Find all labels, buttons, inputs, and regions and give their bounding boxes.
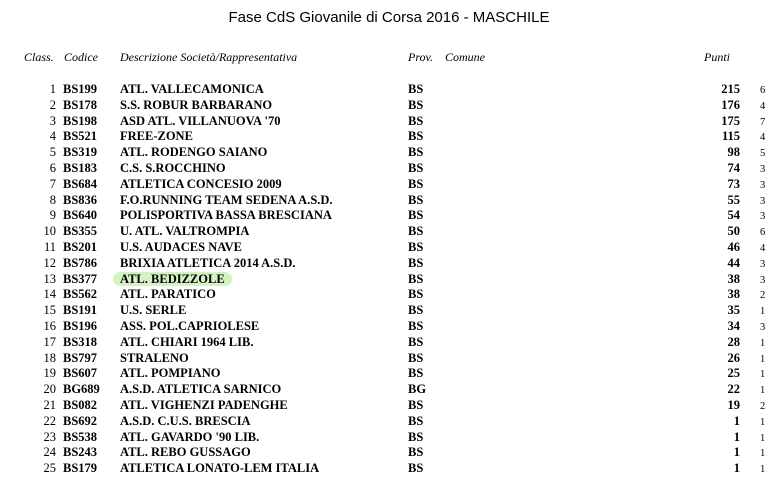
province-cell: BS — [408, 97, 424, 112]
province-cell: BS — [408, 366, 424, 381]
province-cell: BS — [408, 461, 424, 476]
rank-cell: 22 — [43, 413, 56, 428]
province-cell: BS — [408, 413, 424, 428]
society-name-cell: ATL. RODENGO SAIANO — [120, 145, 268, 160]
header-class: Class. — [24, 50, 54, 64]
province-cell: BS — [408, 319, 424, 333]
points-cell: 215 — [721, 82, 740, 96]
society-name-cell: F.O.RUNNING TEAM SEDENA A.S.D. — [120, 192, 333, 207]
table-row — [0, 414, 778, 429]
society-name-cell: ATL. POMPIANO — [120, 366, 221, 381]
rank-cell: 2 — [49, 97, 56, 112]
table-row — [0, 129, 778, 144]
society-name-cell: ASD ATL. VILLANUOVA '70 — [120, 113, 281, 128]
rank-cell: 16 — [43, 319, 56, 333]
rank-cell: 7 — [49, 176, 56, 191]
province-cell: BS — [408, 255, 424, 270]
province-cell: BS — [408, 224, 424, 239]
table-row — [0, 319, 778, 334]
rank-cell: 11 — [43, 240, 56, 254]
points-cell: 44 — [727, 255, 740, 270]
code-cell: BS521 — [63, 129, 98, 144]
count-cell: 1 — [760, 432, 766, 444]
rank-cell: 5 — [49, 145, 56, 160]
count-cell: 1 — [760, 416, 766, 428]
count-cell: 3 — [760, 322, 766, 333]
count-cell: 3 — [760, 164, 766, 175]
code-cell: BS562 — [63, 287, 98, 302]
province-cell: BS — [408, 334, 424, 349]
points-cell: 1 — [733, 445, 740, 460]
society-name-cell: STRALENO — [120, 350, 189, 365]
province-cell: BS — [408, 208, 424, 223]
society-name-cell: ATL. CHIARI 1964 LIB. — [120, 334, 254, 349]
code-cell: BS786 — [63, 255, 98, 270]
table-row — [0, 272, 778, 287]
table-row — [0, 193, 778, 208]
province-cell: BS — [408, 82, 424, 96]
province-cell: BS — [408, 240, 424, 254]
table-row — [0, 303, 778, 318]
code-cell: BS201 — [63, 240, 98, 254]
society-name-cell: POLISPORTIVA BASSA BRESCIANA — [120, 208, 332, 223]
table-row — [0, 82, 778, 97]
code-cell: BS684 — [63, 176, 98, 191]
table-row — [0, 177, 778, 192]
points-cell: 55 — [727, 192, 740, 207]
province-cell: BS — [408, 429, 424, 444]
rank-cell: 14 — [43, 287, 56, 302]
table-row — [0, 351, 778, 366]
rank-cell: 15 — [43, 303, 56, 318]
society-name-cell: S.S. ROBUR BARBARANO — [120, 97, 273, 112]
header-descrizione: Descrizione Società/Rappresentativa — [120, 50, 298, 64]
society-name-cell: A.S.D. C.U.S. BRESCIA — [120, 413, 251, 428]
points-cell: 1 — [733, 429, 740, 444]
rank-cell: 10 — [43, 224, 56, 239]
count-cell: 3 — [760, 274, 766, 286]
table-row — [0, 256, 778, 271]
count-cell: 3 — [760, 179, 766, 191]
count-cell: 6 — [760, 227, 766, 239]
table-row — [0, 461, 778, 476]
points-cell: 26 — [727, 350, 740, 365]
society-name-cell: A.S.D. ATLETICA SARNICO — [120, 382, 282, 397]
society-name-cell — [120, 272, 232, 287]
header-codice: Codice — [64, 50, 98, 64]
rank-cell: 21 — [43, 398, 56, 412]
points-cell: 1 — [733, 461, 740, 476]
count-cell: 6 — [760, 85, 766, 96]
rank-cell: 19 — [43, 366, 56, 381]
society-name-cell: ATLETICA LONATO-LEM ITALIA — [120, 461, 320, 476]
code-cell: BS318 — [63, 334, 98, 349]
points-cell: 176 — [721, 97, 740, 112]
code-cell: BS179 — [63, 461, 98, 476]
highlight-marker: ATL. BEDIZZOLE — [113, 272, 232, 286]
society-name-cell: ATL. VALLECAMONICA — [120, 82, 264, 96]
table-row — [0, 240, 778, 255]
rank-cell: 4 — [49, 129, 56, 144]
rank-cell: 9 — [49, 208, 56, 223]
code-cell: BS199 — [63, 82, 98, 96]
header-prov: Prov. — [408, 50, 433, 64]
count-cell: 1 — [760, 353, 766, 365]
code-cell: BS178 — [63, 97, 98, 112]
code-cell: BS836 — [63, 192, 98, 207]
table-row — [0, 430, 778, 445]
province-cell: BS — [408, 113, 424, 128]
province-cell: BS — [408, 271, 424, 286]
province-cell: BS — [408, 129, 424, 144]
code-cell: BS355 — [63, 224, 98, 239]
code-cell: BS377 — [63, 271, 98, 286]
rank-cell: 8 — [49, 192, 56, 207]
rank-cell: 17 — [43, 334, 56, 349]
table-row — [0, 145, 778, 160]
rank-cell: 20 — [43, 382, 56, 397]
province-cell: BS — [408, 192, 424, 207]
code-cell: BG689 — [63, 382, 100, 397]
province-cell: BS — [408, 398, 424, 412]
society-name-cell: FREE-ZONE — [120, 129, 193, 144]
count-cell: 5 — [760, 148, 766, 160]
province-cell: BS — [408, 145, 424, 160]
society-name-cell: U. ATL. VALTROMPIA — [120, 224, 250, 239]
points-cell: 25 — [727, 366, 740, 381]
points-cell: 46 — [727, 240, 740, 254]
count-cell: 3 — [760, 258, 766, 270]
count-cell: 1 — [760, 306, 766, 318]
province-cell: BS — [408, 350, 424, 365]
points-cell: 34 — [727, 319, 740, 333]
points-cell: 1 — [733, 413, 740, 428]
count-cell: 4 — [760, 100, 766, 112]
province-cell: BS — [408, 445, 424, 460]
points-cell: 19 — [727, 398, 740, 412]
points-cell: 38 — [727, 287, 740, 302]
points-cell: 28 — [727, 334, 740, 349]
table-row — [0, 335, 778, 350]
points-cell: 98 — [727, 145, 740, 160]
rank-cell: 18 — [43, 350, 56, 365]
table-row — [0, 224, 778, 239]
society-name-cell: ATL. VIGHENZI PADENGHE — [120, 398, 288, 412]
count-cell: 2 — [760, 290, 766, 302]
society-name-cell: ATLETICA CONCESIO 2009 — [120, 176, 282, 191]
count-cell: 1 — [760, 464, 766, 476]
rank-cell: 12 — [43, 255, 56, 270]
table-row — [0, 287, 778, 302]
count-cell: 3 — [760, 211, 766, 223]
header-comune: Comune — [445, 50, 485, 64]
points-cell: 54 — [727, 208, 740, 223]
table-row — [0, 114, 778, 129]
code-cell: BS082 — [63, 398, 98, 412]
society-name-cell: ATL. PARATICO — [120, 287, 216, 302]
society-name-cell: U.S. SERLE — [120, 303, 187, 318]
society-name-cell: C.S. S.ROCCHINO — [120, 161, 226, 175]
points-cell: 22 — [727, 382, 740, 397]
table-row — [0, 366, 778, 381]
count-cell: 1 — [760, 385, 766, 397]
rank-cell: 3 — [49, 113, 56, 128]
rank-cell: 24 — [43, 445, 56, 460]
code-cell: BS607 — [63, 366, 98, 381]
rank-cell: 1 — [49, 82, 56, 96]
society-name-cell: U.S. AUDACES NAVE — [120, 240, 243, 254]
society-name-cell: BRIXIA ATLETICA 2014 A.S.D. — [120, 255, 296, 270]
page-title: Fase CdS Giovanile di Corsa 2016 - MASCHILE — [228, 9, 550, 26]
province-cell: BS — [408, 303, 424, 318]
count-cell: 1 — [760, 337, 766, 349]
rank-cell: 13 — [43, 271, 56, 286]
count-cell: 7 — [760, 116, 766, 128]
province-cell: BS — [408, 287, 424, 302]
points-cell: 35 — [727, 303, 740, 318]
rank-cell: 25 — [43, 461, 56, 476]
code-cell: BS692 — [63, 413, 98, 428]
points-cell: 175 — [721, 113, 740, 128]
province-cell: BS — [408, 176, 424, 191]
code-cell: BS183 — [63, 161, 98, 175]
table-row — [0, 398, 778, 413]
code-cell: BS538 — [63, 429, 98, 444]
header-punti: Punti — [704, 50, 730, 64]
society-name-cell: ATL. GAVARDO '90 LIB. — [120, 429, 260, 444]
count-cell: 4 — [760, 132, 766, 144]
code-cell: BS319 — [63, 145, 98, 160]
code-cell: BS191 — [63, 303, 98, 318]
table-row — [0, 208, 778, 223]
code-cell: BS196 — [63, 319, 98, 333]
table-row — [0, 98, 778, 113]
code-cell: BS797 — [63, 350, 98, 365]
rank-cell: 6 — [49, 161, 56, 175]
rank-cell: 23 — [43, 429, 56, 444]
table-row — [0, 445, 778, 460]
province-cell: BG — [408, 382, 427, 397]
table-row — [0, 161, 778, 176]
points-cell: 74 — [727, 161, 740, 175]
count-cell: 3 — [760, 195, 766, 207]
points-cell: 115 — [721, 129, 740, 144]
society-name-cell: ATL. REBO GUSSAGO — [120, 445, 251, 460]
count-cell: 2 — [760, 401, 766, 412]
points-cell: 73 — [727, 176, 740, 191]
points-cell: 50 — [727, 224, 740, 239]
table-row — [0, 382, 778, 397]
society-name-cell: ASS. POL.CAPRIOLESE — [120, 319, 260, 333]
code-cell: BS198 — [63, 113, 98, 128]
province-cell: BS — [408, 161, 424, 175]
count-cell: 1 — [760, 369, 766, 381]
code-cell: BS640 — [63, 208, 98, 223]
code-cell: BS243 — [63, 445, 98, 460]
count-cell: 4 — [760, 243, 766, 254]
points-cell: 38 — [727, 271, 740, 286]
count-cell: 1 — [760, 448, 766, 460]
